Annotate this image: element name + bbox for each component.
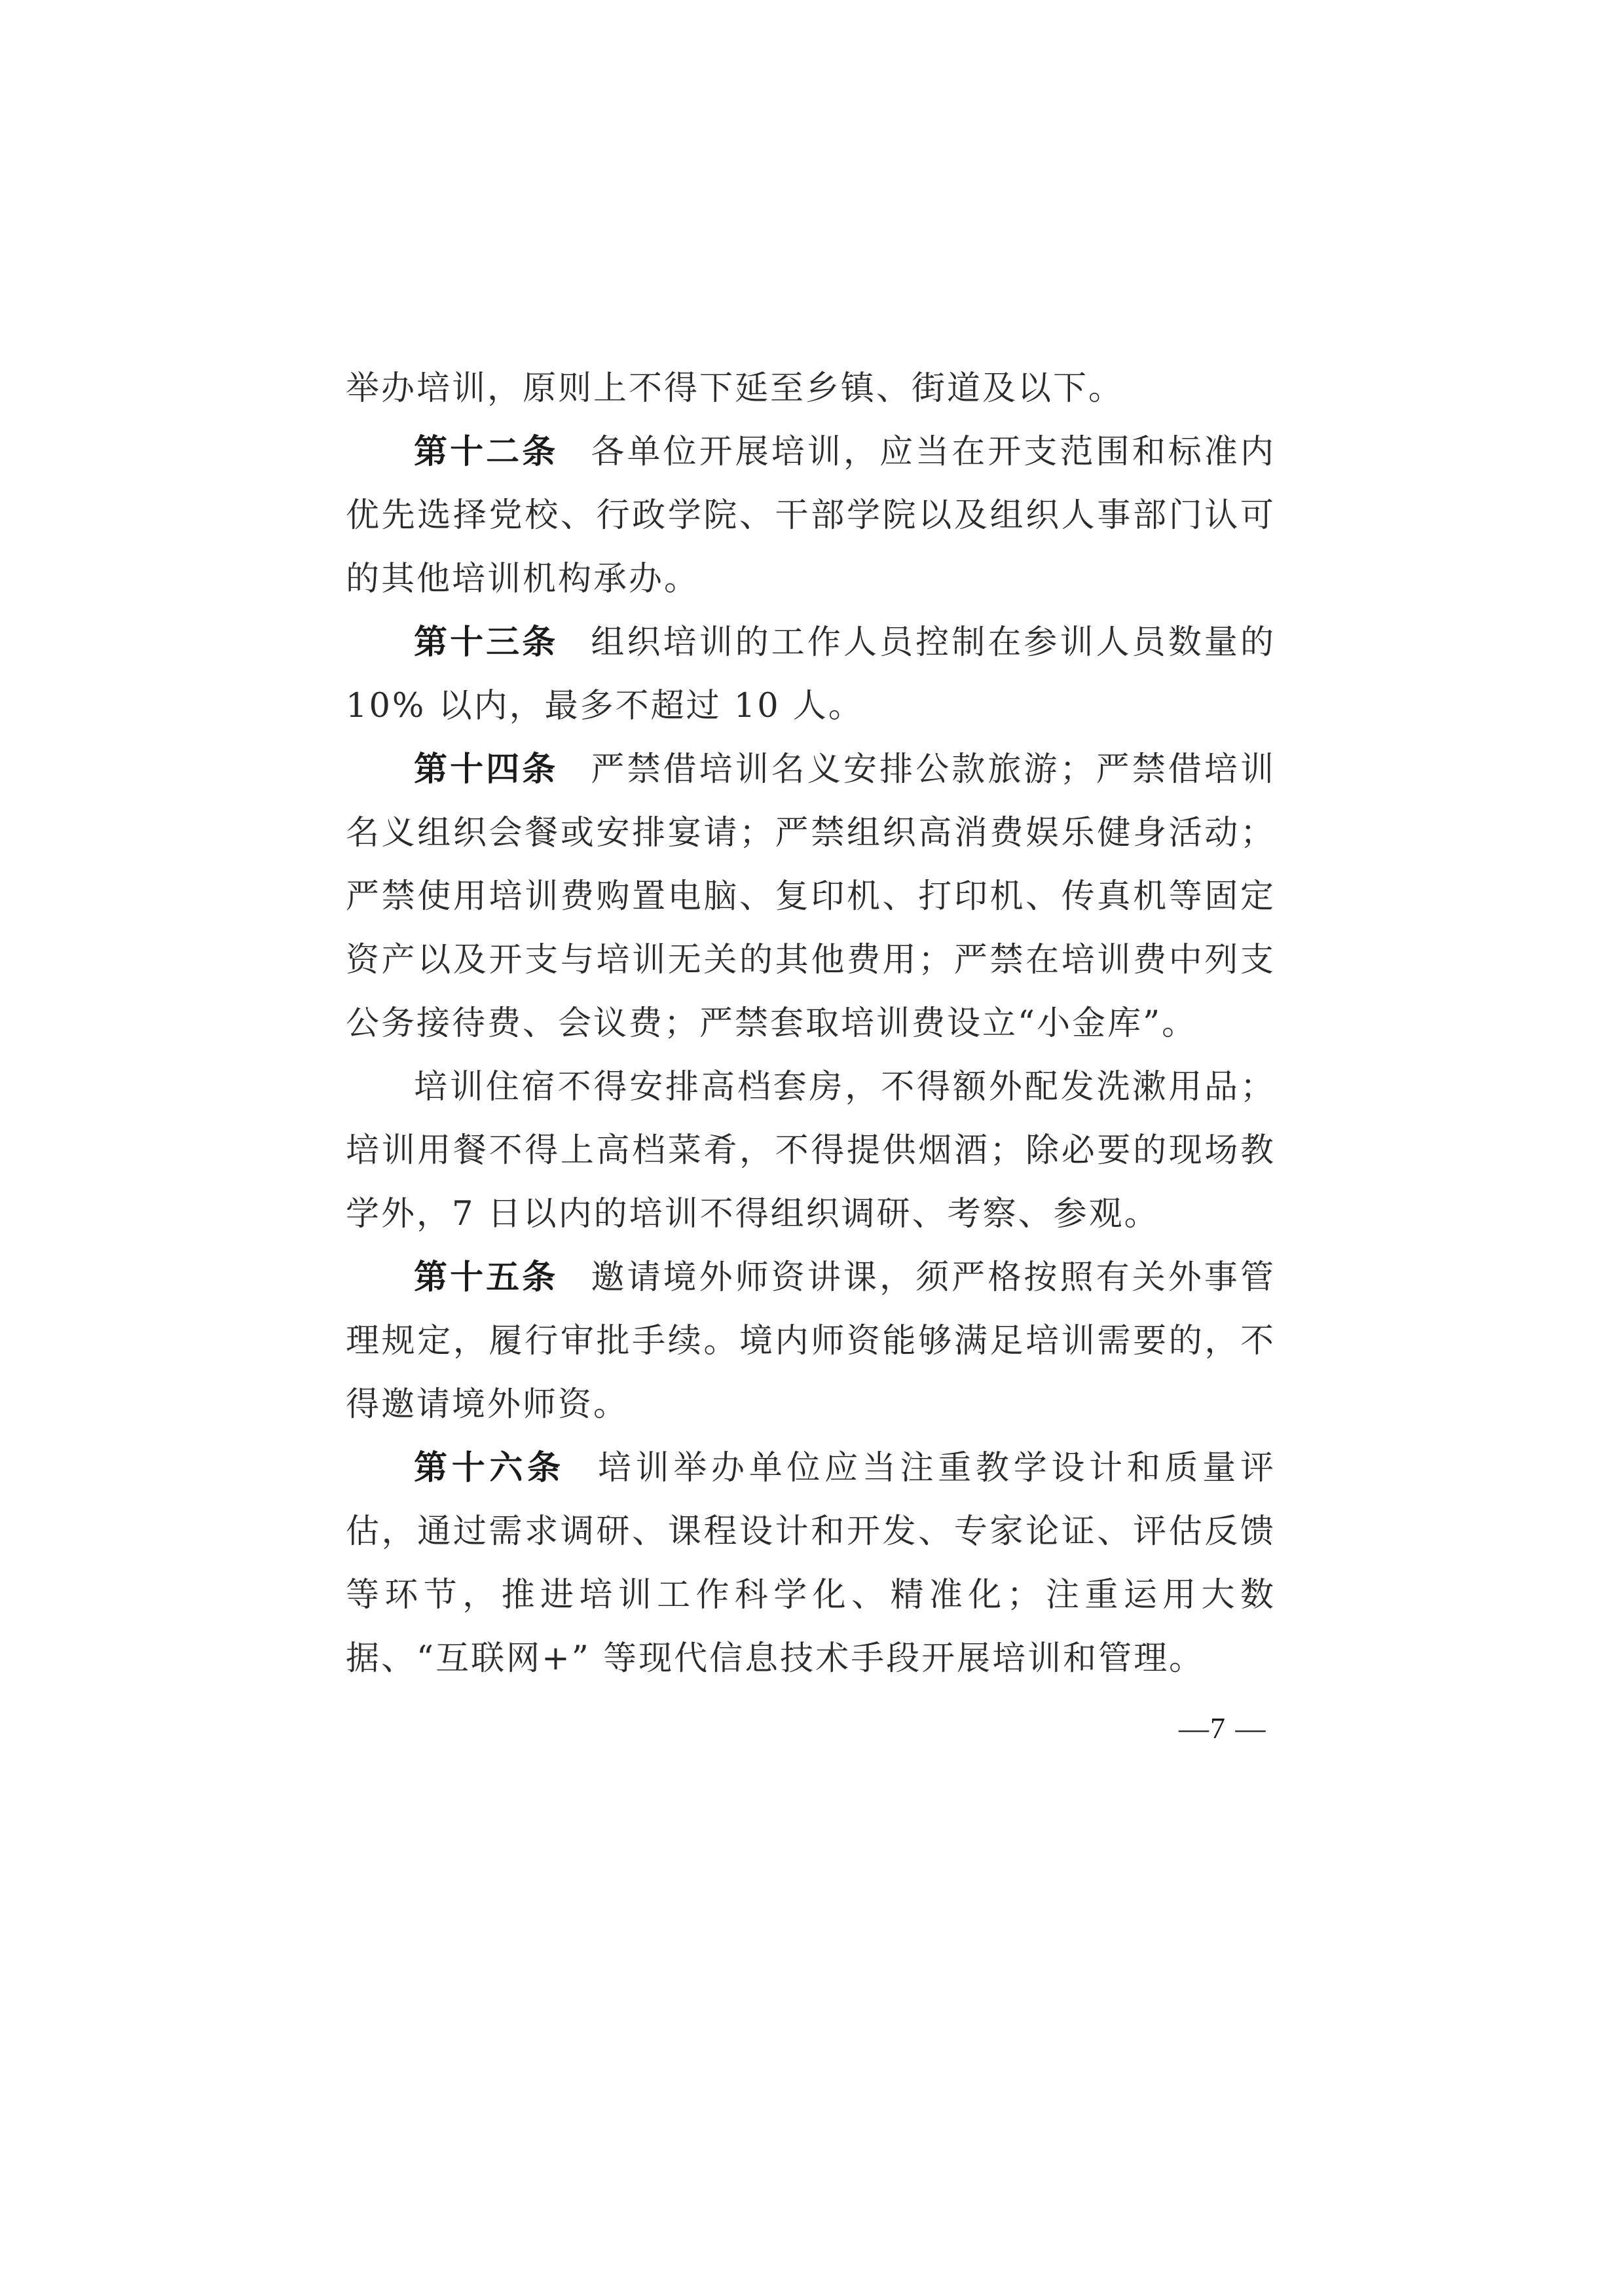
paragraph-text: 举办培训，原则上不得下延至乡镇、街道及以下。	[346, 369, 1124, 408]
paragraph-continuation	[346, 357, 1276, 420]
page-number: —7 —	[1179, 1711, 1267, 1745]
article-text: 培训举办单位应当注重教学设计和质量评估，通过需求调研、课程设计和开发、专家论证、评估反馈等环节，推进培训工作科学化、精准化；注重运用大数据、“互联网+” 等现代信息技术手段开展培训和管理。	[346, 1449, 1276, 1678]
article-12	[346, 420, 1276, 611]
article-number: 第十二条	[414, 433, 559, 471]
paragraph-text: 培训住宿不得安排高档套房，不得额外配发洗漱用品；培训用餐不得上高档菜肴，不得提供烟酒；除必要的现场教学外，7 日以内的培训不得组织调研、考察、参观。	[346, 1068, 1276, 1233]
article-number: 第十四条	[414, 750, 559, 789]
article-text: 各单位开展培训，应当在开支范围和标准内优先选择党校、行政学院、干部学院以及组织人事部门认可的其他培训机构承办。	[346, 433, 1276, 598]
article-15	[346, 1246, 1276, 1436]
article-14	[346, 738, 1276, 1055]
article-number: 第十三条	[414, 623, 559, 662]
article-13	[346, 611, 1276, 738]
article-16	[346, 1436, 1276, 1690]
article-number: 第十六条	[414, 1449, 565, 1487]
article-14-paragraph-2	[346, 1055, 1276, 1246]
article-number: 第十五条	[414, 1258, 559, 1297]
body-text	[346, 357, 1276, 1690]
article-text: 邀请境外师资讲课，须严格按照有关外事管理规定，履行审批手续。境内师资能够满足培训需要的，不得邀请境外师资。	[346, 1258, 1276, 1424]
article-text: 组织培训的工作人员控制在参训人员数量的10% 以内，最多不超过 10 人。	[346, 623, 1276, 725]
article-text: 严禁借培训名义安排公款旅游；严禁借培训名义组织会餐或安排宴请；严禁组织高消费娱乐健身活动；严禁使用培训费购置电脑、复印机、打印机、传真机等固定资产以及开支与培训无关的其他费用；严禁在培训费中列支公务接待费、会议费；严禁套取培训费设立“小金库”。	[346, 750, 1276, 1043]
